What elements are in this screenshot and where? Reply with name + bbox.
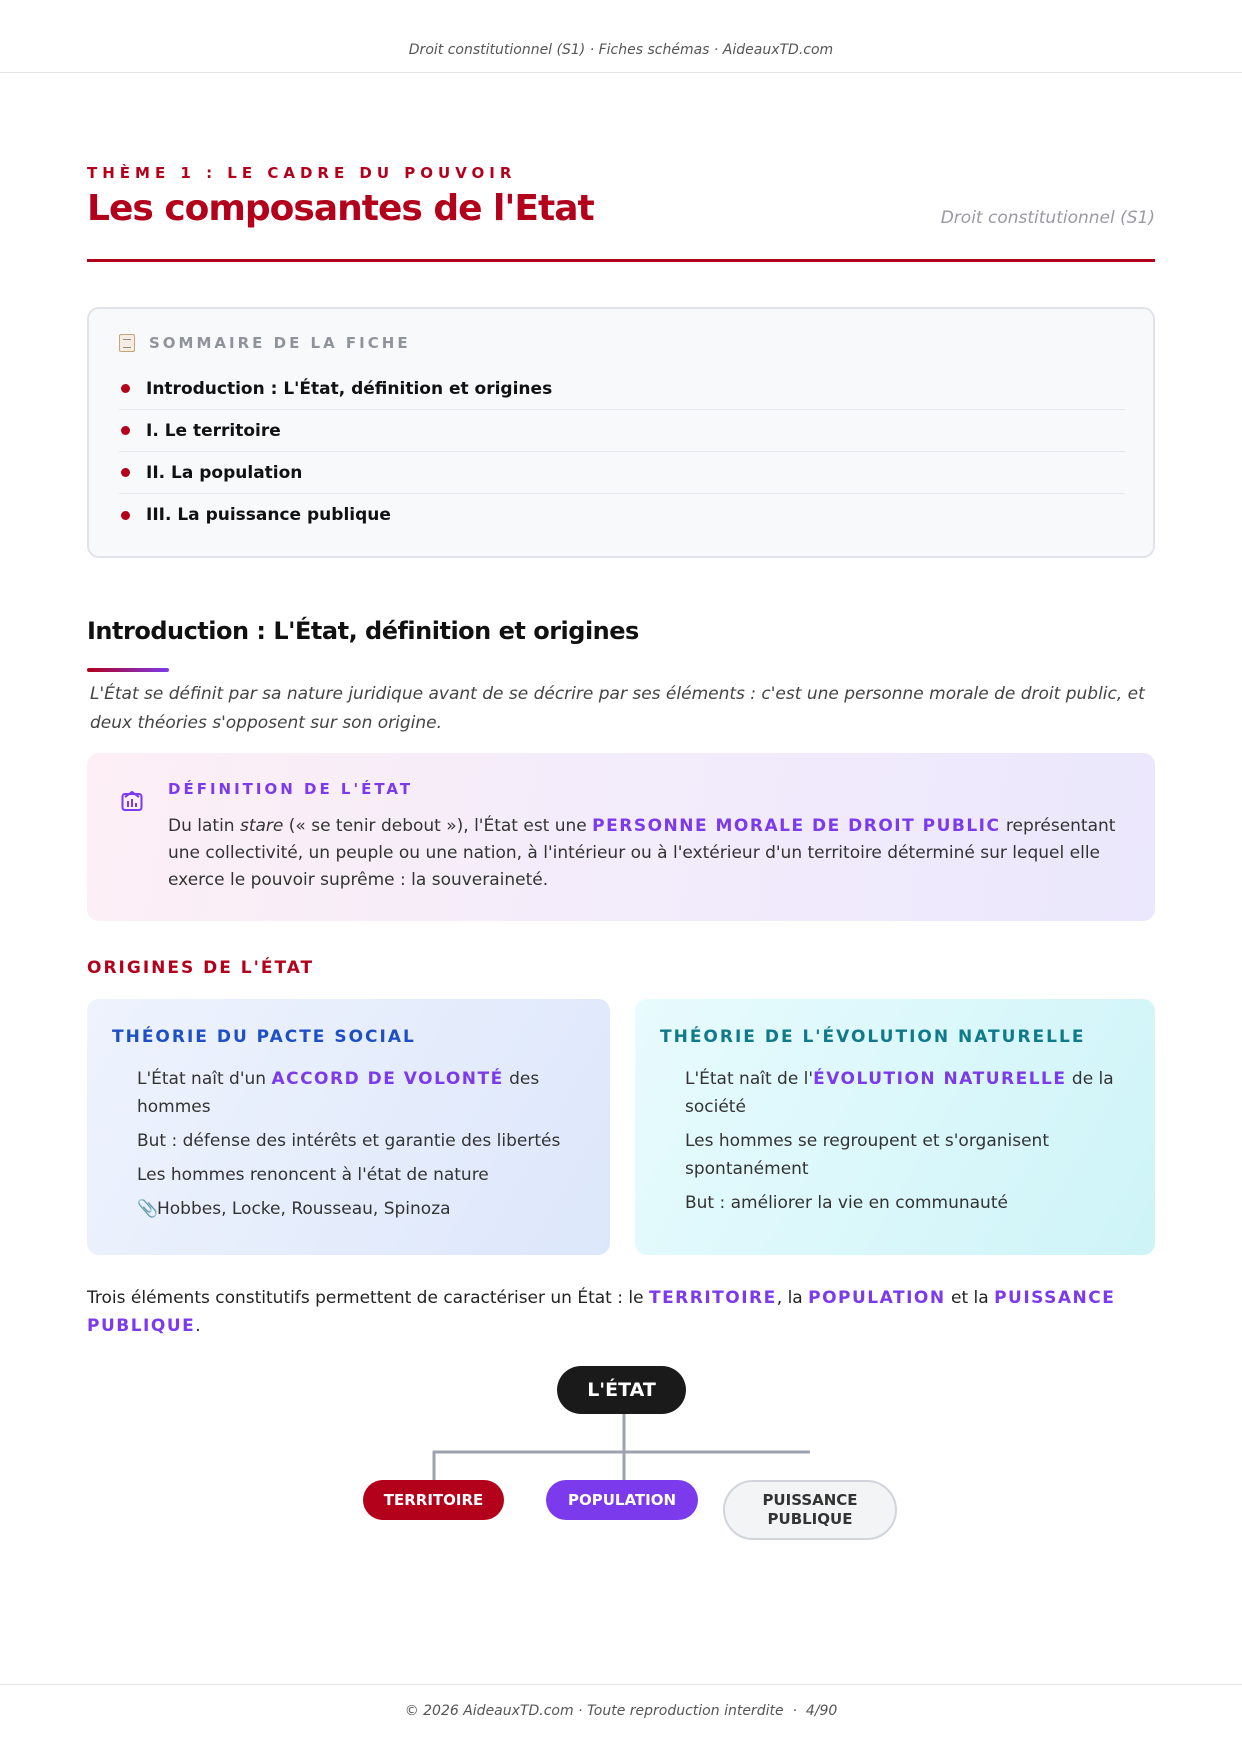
summary-item-label: I. Le territoire (146, 420, 281, 441)
bullet-icon (121, 511, 130, 520)
card-item (137, 1195, 577, 1223)
section-heading: Introduction : L'État, définition et origines (87, 617, 639, 645)
footer-separator: · (792, 1703, 797, 1719)
page-number: 4/90 (805, 1703, 838, 1719)
definition-text (168, 813, 1128, 894)
para-text: , la (776, 1288, 809, 1308)
definition-keyword: PERSONNE MORALE DE DROIT PUBLIC (592, 816, 1001, 836)
summary-header (119, 334, 411, 352)
card-keyword: ÉVOLUTION NATURELLE (813, 1069, 1067, 1089)
para-keyword: POPULATION (808, 1288, 946, 1308)
card-list (685, 1065, 1125, 1223)
summary-heading: SOMMAIRE DE LA FICHE (149, 334, 411, 352)
card-item: But : améliorer la vie en communauté (685, 1193, 1008, 1213)
bank-building-icon (120, 788, 144, 812)
definition-text-part: Du latin (168, 816, 240, 836)
bullet-icon (121, 384, 130, 393)
para-text: . (195, 1316, 201, 1336)
theme-label: THÈME 1 : LE CADRE DU POUVOIR (87, 164, 517, 182)
paperclip-icon: 📎 (137, 1199, 159, 1219)
card-heading: THÉORIE DE L'ÉVOLUTION NATURELLE (660, 1027, 1086, 1047)
para-keyword: TERRITOIRE (648, 1288, 777, 1308)
page-footer (0, 1684, 1242, 1754)
para-keyword: PUISSANCE PUBLIQUE (87, 1288, 1116, 1336)
card-item-text: L'État naît de l' (685, 1069, 814, 1089)
card-list (137, 1065, 577, 1229)
para-text: Trois éléments constitutifs permettent de caractériser un État : le (87, 1288, 649, 1308)
card-item (685, 1065, 1125, 1121)
summary-item-label: III. La puissance publique (146, 505, 391, 525)
diagram-node-puissance-publique: PUISSANCE PUBLIQUE (723, 1480, 897, 1540)
summary-item[interactable] (119, 494, 1125, 536)
footer-copyright: © 2026 AideauxTD.com · Toute reproduction interdite (404, 1703, 784, 1719)
definition-text-part: représentant une collectivité, un peuple ou une nation, à l'intérieur ou à l'extérieur d'un territoire déterminé sur lequel elle exerce le pouvoir suprême : la souveraineté. (168, 816, 1116, 890)
summary-box (87, 307, 1155, 558)
diagram-root-node: L'ÉTAT (557, 1366, 686, 1414)
bookmark-tabs-icon (119, 334, 135, 352)
intro-lead: L'État se définit par sa nature juridique avant de se décrire par ses éléments : c'est une personne morale de droit public, et deux théories s'opposent sur son origine. (90, 684, 1145, 733)
definition-box (87, 753, 1155, 921)
page-header (0, 0, 1242, 73)
card-item-text: L'État naît d'un (137, 1069, 272, 1089)
bullet-icon (121, 468, 130, 477)
section-heading-underline (87, 668, 169, 672)
card-item (137, 1065, 577, 1121)
card-item: Les hommes renoncent à l'état de nature (137, 1165, 489, 1185)
card-heading: THÉORIE DU PACTE SOCIAL (112, 1027, 416, 1047)
definition-text-part: (« se tenir debout »), l'État est une (283, 816, 593, 836)
state-elements-diagram (0, 1366, 1242, 1546)
page-title: Les composantes de l'Etat (87, 188, 594, 229)
subject-label: Droit constitutionnel (S1) (940, 208, 1155, 228)
summary-item[interactable] (119, 452, 1125, 494)
card-item-text: Hobbes, Locke, Rousseau, Spinoza (157, 1199, 451, 1219)
elements-paragraph (87, 1284, 1155, 1340)
bullet-icon (121, 426, 130, 435)
para-text: et la (945, 1288, 995, 1308)
origins-heading: ORIGINES DE L'ÉTAT (87, 958, 315, 978)
diagram-node-territoire: TERRITOIRE (363, 1480, 504, 1520)
diagram-node-population: POPULATION (546, 1480, 698, 1520)
card-item: Les hommes se regroupent et s'organisent spontanément (685, 1131, 1049, 1179)
natural-evolution-card (635, 999, 1155, 1255)
definition-latin-word: stare (239, 816, 284, 836)
summary-item-label: II. La population (146, 462, 303, 483)
social-pact-card (87, 999, 610, 1255)
summary-item[interactable] (119, 410, 1125, 452)
header-text: Droit constitutionnel (S1) · Fiches schémas · AideauxTD.com (408, 42, 834, 58)
summary-item[interactable] (119, 368, 1125, 410)
summary-item-label: Introduction : L'État, définition et origines (146, 378, 553, 399)
card-item: But : défense des intérêts et garantie des libertés (137, 1131, 561, 1151)
card-item-text: de la société (685, 1069, 1114, 1117)
card-keyword: ACCORD DE VOLONTÉ (271, 1069, 504, 1089)
definition-heading: DÉFINITION DE L'ÉTAT (168, 780, 414, 798)
summary-list (119, 368, 1125, 536)
footer-text (0, 1703, 1242, 1719)
title-divider (87, 259, 1155, 262)
card-item-text: des hommes (137, 1069, 540, 1117)
